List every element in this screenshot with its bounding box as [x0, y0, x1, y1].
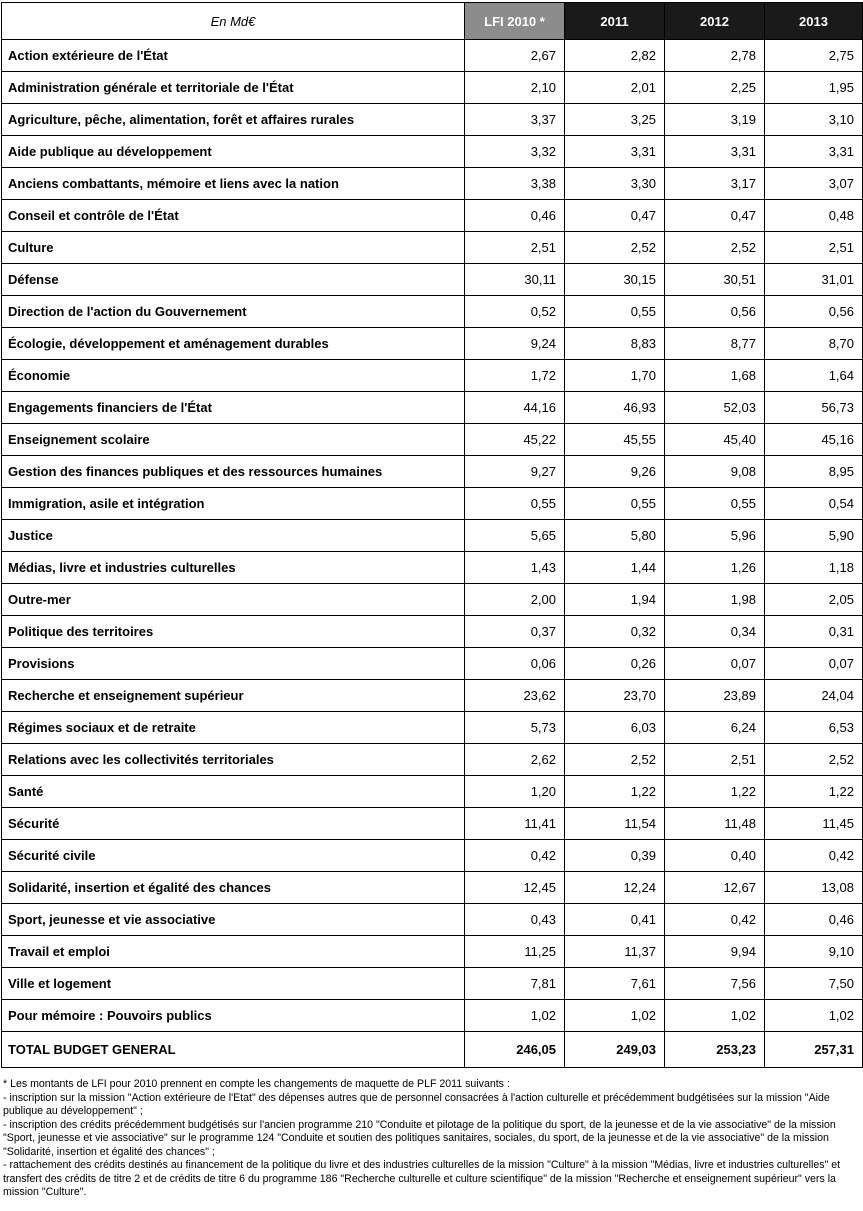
row-label: Relations avec les collectivités territoriales [2, 744, 465, 776]
row-value: 0,06 [465, 648, 565, 680]
row-value: 11,45 [765, 808, 863, 840]
table-row [2, 72, 863, 104]
row-value: 23,89 [665, 680, 765, 712]
row-value: 1,98 [665, 584, 765, 616]
row-value: 30,51 [665, 264, 765, 296]
row-value: 11,25 [465, 936, 565, 968]
row-label: Pour mémoire : Pouvoirs publics [2, 1000, 465, 1032]
row-label: Culture [2, 232, 465, 264]
table-row [2, 104, 863, 136]
row-value: 0,56 [765, 296, 863, 328]
row-label: Ville et logement [2, 968, 465, 1000]
row-value: 0,47 [565, 200, 665, 232]
table-row [2, 328, 863, 360]
row-value: 5,96 [665, 520, 765, 552]
row-value: 44,16 [465, 392, 565, 424]
table-row [2, 200, 863, 232]
table-row [2, 840, 863, 872]
total-row [2, 1032, 863, 1068]
row-value: 0,55 [665, 488, 765, 520]
row-value: 2,25 [665, 72, 765, 104]
row-value: 2,51 [765, 232, 863, 264]
row-value: 52,03 [665, 392, 765, 424]
row-value: 2,52 [665, 232, 765, 264]
row-value: 30,15 [565, 264, 665, 296]
column-header-2013: 2013 [765, 3, 863, 40]
row-value: 0,31 [765, 616, 863, 648]
row-value: 0,42 [765, 840, 863, 872]
table-row [2, 232, 863, 264]
row-label: Administration générale et territoriale de l'État [2, 72, 465, 104]
row-value: 1,22 [565, 776, 665, 808]
row-value: 3,31 [565, 136, 665, 168]
row-value: 12,45 [465, 872, 565, 904]
row-value: 1,72 [465, 360, 565, 392]
table-row [2, 808, 863, 840]
row-value: 12,67 [665, 872, 765, 904]
row-value: 30,11 [465, 264, 565, 296]
table-row [2, 584, 863, 616]
row-value: 2,51 [465, 232, 565, 264]
row-value: 11,41 [465, 808, 565, 840]
row-value: 1,02 [665, 1000, 765, 1032]
table-row [2, 744, 863, 776]
row-value: 2,78 [665, 40, 765, 72]
table-row [2, 776, 863, 808]
row-value: 7,50 [765, 968, 863, 1000]
row-value: 0,07 [765, 648, 863, 680]
row-value: 2,82 [565, 40, 665, 72]
table-row [2, 552, 863, 584]
row-value: 0,39 [565, 840, 665, 872]
table-row [2, 136, 863, 168]
table-body [2, 40, 863, 1032]
row-value: 1,64 [765, 360, 863, 392]
row-value: 1,26 [665, 552, 765, 584]
row-value: 9,27 [465, 456, 565, 488]
row-value: 3,07 [765, 168, 863, 200]
row-value: 1,68 [665, 360, 765, 392]
total-value-2011: 249,03 [565, 1032, 665, 1068]
row-value: 0,07 [665, 648, 765, 680]
row-value: 0,42 [465, 840, 565, 872]
footnote-item-1: - inscription sur la mission "Action extérieure de l'Etat" des dépenses autres que de personnel consacrées à l'action culturelle et précédemment budgétisées sur la mission "Aide publique au développement" ; [3, 1091, 830, 1118]
row-value: 0,52 [465, 296, 565, 328]
total-value-lfi-2010: 246,05 [465, 1032, 565, 1068]
row-value: 1,22 [765, 776, 863, 808]
row-value: 11,48 [665, 808, 765, 840]
table-row [2, 456, 863, 488]
row-value: 9,08 [665, 456, 765, 488]
total-label: TOTAL BUDGET GENERAL [2, 1032, 465, 1068]
table-row [2, 936, 863, 968]
row-value: 0,55 [565, 296, 665, 328]
row-value: 0,26 [565, 648, 665, 680]
row-label: Direction de l'action du Gouvernement [2, 296, 465, 328]
table-row [2, 968, 863, 1000]
row-value: 56,73 [765, 392, 863, 424]
footnote-item-2: - inscription des crédits précédemment budgétisés sur l'ancien programme 210 "Conduite et pilotage de la politique du sport, de la jeunesse et de la vie associative" de la mission "Sport, jeunesse et vie associative" sur le programme 124 "Conduite et soutien des politiques sanitaires, sociales, du sport, de la jeunesse et de la vie associative" de la mission "Solidarité, insertion et égalité des chances" ; [3, 1118, 836, 1158]
row-value: 5,65 [465, 520, 565, 552]
row-value: 0,48 [765, 200, 863, 232]
row-value: 2,62 [465, 744, 565, 776]
row-value: 2,52 [765, 744, 863, 776]
row-label: Aide publique au développement [2, 136, 465, 168]
row-value: 6,24 [665, 712, 765, 744]
row-label: Anciens combattants, mémoire et liens avec la nation [2, 168, 465, 200]
row-value: 3,17 [665, 168, 765, 200]
row-value: 46,93 [565, 392, 665, 424]
row-value: 1,70 [565, 360, 665, 392]
row-label: Sécurité civile [2, 840, 465, 872]
row-label: Sport, jeunesse et vie associative [2, 904, 465, 936]
row-value: 1,02 [765, 1000, 863, 1032]
table-row [2, 648, 863, 680]
row-value: 23,70 [565, 680, 665, 712]
row-value: 2,01 [565, 72, 665, 104]
row-value: 3,10 [765, 104, 863, 136]
row-value: 2,52 [565, 232, 665, 264]
table-row [2, 264, 863, 296]
row-label: Médias, livre et industries culturelles [2, 552, 465, 584]
row-value: 3,38 [465, 168, 565, 200]
row-value: 5,90 [765, 520, 863, 552]
row-value: 23,62 [465, 680, 565, 712]
column-header-2011: 2011 [565, 3, 665, 40]
row-value: 0,47 [665, 200, 765, 232]
table-row [2, 712, 863, 744]
footnote-intro: * Les montants de LFI pour 2010 prennent en compte les changements de maquette de PLF 2011 suivants : [3, 1078, 510, 1090]
row-value: 0,54 [765, 488, 863, 520]
table-row [2, 360, 863, 392]
row-value: 45,16 [765, 424, 863, 456]
unit-label: En Md€ [2, 3, 465, 40]
table-row [2, 40, 863, 72]
row-value: 3,32 [465, 136, 565, 168]
row-value: 0,42 [665, 904, 765, 936]
table-row [2, 872, 863, 904]
row-value: 9,26 [565, 456, 665, 488]
row-value: 8,95 [765, 456, 863, 488]
row-value: 0,41 [565, 904, 665, 936]
total-value-2013: 257,31 [765, 1032, 863, 1068]
row-value: 1,02 [565, 1000, 665, 1032]
row-value: 2,10 [465, 72, 565, 104]
row-value: 1,02 [465, 1000, 565, 1032]
table-row [2, 904, 863, 936]
row-value: 45,22 [465, 424, 565, 456]
row-label: Justice [2, 520, 465, 552]
row-value: 1,95 [765, 72, 863, 104]
table-row [2, 616, 863, 648]
table-row [2, 1000, 863, 1032]
row-value: 5,73 [465, 712, 565, 744]
row-value: 6,53 [765, 712, 863, 744]
row-value: 24,04 [765, 680, 863, 712]
row-label: Agriculture, pêche, alimentation, forêt et affaires rurales [2, 104, 465, 136]
row-value: 1,18 [765, 552, 863, 584]
row-value: 13,08 [765, 872, 863, 904]
header-row [2, 3, 863, 40]
row-label: Engagements financiers de l'État [2, 392, 465, 424]
total-value-2012: 253,23 [665, 1032, 765, 1068]
row-label: Régimes sociaux et de retraite [2, 712, 465, 744]
row-value: 1,43 [465, 552, 565, 584]
table-row [2, 424, 863, 456]
row-value: 3,30 [565, 168, 665, 200]
row-value: 12,24 [565, 872, 665, 904]
row-label: Défense [2, 264, 465, 296]
row-value: 2,05 [765, 584, 863, 616]
row-value: 0,32 [565, 616, 665, 648]
row-value: 8,77 [665, 328, 765, 360]
row-label: Solidarité, insertion et égalité des chances [2, 872, 465, 904]
row-label: Action extérieure de l'État [2, 40, 465, 72]
row-value: 3,37 [465, 104, 565, 136]
footnotes [1, 1078, 862, 1200]
table-row [2, 392, 863, 424]
row-value: 11,54 [565, 808, 665, 840]
row-value: 7,81 [465, 968, 565, 1000]
row-label: Provisions [2, 648, 465, 680]
row-value: 0,46 [765, 904, 863, 936]
row-value: 2,52 [565, 744, 665, 776]
row-value: 45,55 [565, 424, 665, 456]
row-label: Travail et emploi [2, 936, 465, 968]
row-label: Outre-mer [2, 584, 465, 616]
row-value: 0,40 [665, 840, 765, 872]
row-value: 2,67 [465, 40, 565, 72]
row-value: 8,83 [565, 328, 665, 360]
row-value: 1,94 [565, 584, 665, 616]
row-value: 6,03 [565, 712, 665, 744]
table-row [2, 168, 863, 200]
row-value: 1,22 [665, 776, 765, 808]
row-value: 1,44 [565, 552, 665, 584]
row-value: 9,94 [665, 936, 765, 968]
row-value: 1,20 [465, 776, 565, 808]
row-value: 0,43 [465, 904, 565, 936]
table-row [2, 296, 863, 328]
row-value: 0,55 [465, 488, 565, 520]
row-value: 0,55 [565, 488, 665, 520]
row-value: 8,70 [765, 328, 863, 360]
column-header-2012: 2012 [665, 3, 765, 40]
row-value: 11,37 [565, 936, 665, 968]
row-label: Politique des territoires [2, 616, 465, 648]
row-value: 45,40 [665, 424, 765, 456]
row-label: Sécurité [2, 808, 465, 840]
row-value: 2,00 [465, 584, 565, 616]
row-value: 0,56 [665, 296, 765, 328]
row-value: 9,10 [765, 936, 863, 968]
table-row [2, 488, 863, 520]
row-value: 3,31 [765, 136, 863, 168]
row-label: Santé [2, 776, 465, 808]
row-label: Gestion des finances publiques et des ressources humaines [2, 456, 465, 488]
row-value: 0,34 [665, 616, 765, 648]
row-value: 9,24 [465, 328, 565, 360]
footnote-item-3: - rattachement des crédits destinés au financement de la politique du livre et des industries culturelles de la mission "Culture" à la mission "Médias, livre et industries culturelles" et transfert des crédits de titre 2 et de crédits de titre 6 du programme 186 "Recherche culturelle et culture scientifique" de la mission "Recherche et enseignement supérieur" vers la mission "Culture". [3, 1159, 841, 1199]
row-value: 3,19 [665, 104, 765, 136]
row-value: 3,25 [565, 104, 665, 136]
row-value: 0,46 [465, 200, 565, 232]
row-label: Immigration, asile et intégration [2, 488, 465, 520]
row-value: 7,56 [665, 968, 765, 1000]
budget-table [1, 2, 863, 1068]
row-value: 7,61 [565, 968, 665, 1000]
row-value: 2,75 [765, 40, 863, 72]
row-value: 5,80 [565, 520, 665, 552]
row-label: Écologie, développement et aménagement durables [2, 328, 465, 360]
row-value: 31,01 [765, 264, 863, 296]
row-value: 0,37 [465, 616, 565, 648]
row-label: Recherche et enseignement supérieur [2, 680, 465, 712]
column-header-lfi-2010: LFI 2010 * [465, 3, 565, 40]
row-label: Conseil et contrôle de l'État [2, 200, 465, 232]
row-value: 3,31 [665, 136, 765, 168]
table-row [2, 680, 863, 712]
table-row [2, 520, 863, 552]
row-value: 2,51 [665, 744, 765, 776]
row-label: Économie [2, 360, 465, 392]
row-label: Enseignement scolaire [2, 424, 465, 456]
